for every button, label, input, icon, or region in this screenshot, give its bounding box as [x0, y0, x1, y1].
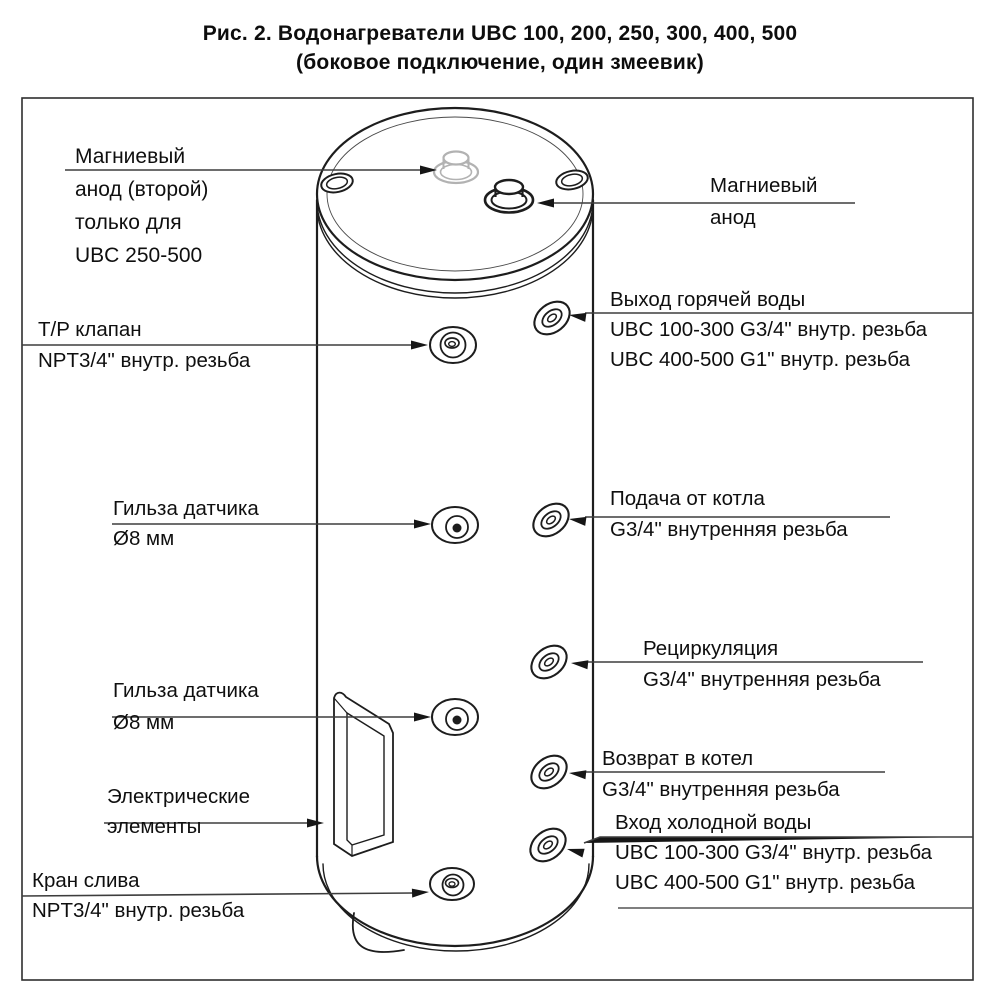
label-line: Вход холодной воды: [615, 811, 812, 834]
lifting-lug-right: [554, 168, 589, 192]
label-magnesium-anode-second: [75, 140, 208, 272]
label-line: Магниевый: [710, 174, 818, 197]
sensor-sleeve-upper-port: [432, 507, 478, 543]
label-cold-water-inlet: [615, 808, 932, 898]
label-line: Магниевый: [75, 145, 186, 168]
label-boiler-supply: [610, 483, 848, 545]
label-line: UBC 250-500: [75, 244, 203, 267]
figure-title: [0, 19, 1000, 77]
side-port-hot-water-outlet: [528, 295, 576, 341]
label-line: UBC 100-300 G3/4" внутр. резьба: [610, 318, 928, 341]
lifting-lug-left: [319, 171, 354, 195]
label-line: NPT3/4" внутр. резьба: [32, 899, 245, 922]
magnesium-anode-fitting: [485, 180, 533, 213]
label-line: Гильза датчика: [113, 497, 259, 520]
label-line: Выход горячей воды: [610, 288, 806, 311]
label-line: Гильза датчика: [113, 679, 259, 702]
magnesium-anode-second-fitting: [434, 152, 478, 184]
side-port-boiler-return: [525, 749, 573, 795]
label-line: анод: [710, 206, 756, 229]
side-port-recirculation: [525, 639, 573, 685]
label-tp-valve: [38, 314, 250, 376]
label-sensor-sleeve-upper: [113, 494, 259, 554]
label-drain-valve: [32, 866, 244, 926]
label-line: UBC 400-500 G1" внутр. резьба: [615, 871, 915, 894]
label-line: G3/4" внутренняя резьба: [602, 778, 840, 801]
label-line: анод (второй): [75, 178, 209, 201]
label-line: Возврат в котел: [602, 747, 754, 770]
drain-port: [430, 868, 474, 900]
figure-title-line1: Рис. 2. Водонагреватели UBC 100, 200, 250, 300, 400, 500: [202, 22, 798, 45]
label-line: NPT3/4" внутр. резьба: [38, 349, 251, 372]
label-line: Электрические: [107, 785, 251, 808]
side-port-cold-water-inlet: [524, 822, 572, 868]
label-boiler-return: [602, 743, 840, 805]
label-line: Ø8 мм: [113, 711, 175, 734]
tank-foot: [353, 913, 404, 952]
label-line: элементы: [107, 815, 202, 838]
label-line: T/P клапан: [38, 318, 142, 341]
label-magnesium-anode: [710, 170, 817, 234]
label-recirculation: [643, 633, 881, 695]
label-line: G3/4" внутренняя резьба: [610, 518, 848, 541]
label-line: G3/4" внутренняя резьба: [643, 668, 881, 691]
label-electric-elements: [107, 782, 250, 842]
side-port-boiler-supply: [527, 497, 575, 543]
label-line: Подача от котла: [610, 487, 765, 510]
sensor-sleeve-lower-port: [432, 699, 478, 735]
label-sensor-sleeve-lower: [113, 675, 259, 739]
label-line: UBC 100-300 G3/4" внутр. резьба: [615, 841, 933, 864]
tp-valve-port: [430, 327, 476, 363]
label-line: Рециркуляция: [643, 637, 779, 660]
label-hot-water-outlet: [610, 285, 927, 375]
label-line: Ø8 мм: [113, 527, 175, 550]
label-line: Кран слива: [32, 869, 140, 892]
label-line: только для: [75, 211, 182, 234]
label-line: UBC 400-500 G1" внутр. резьба: [610, 348, 910, 371]
figure-title-line2: (боковое подключение, один змеевик): [296, 51, 704, 74]
